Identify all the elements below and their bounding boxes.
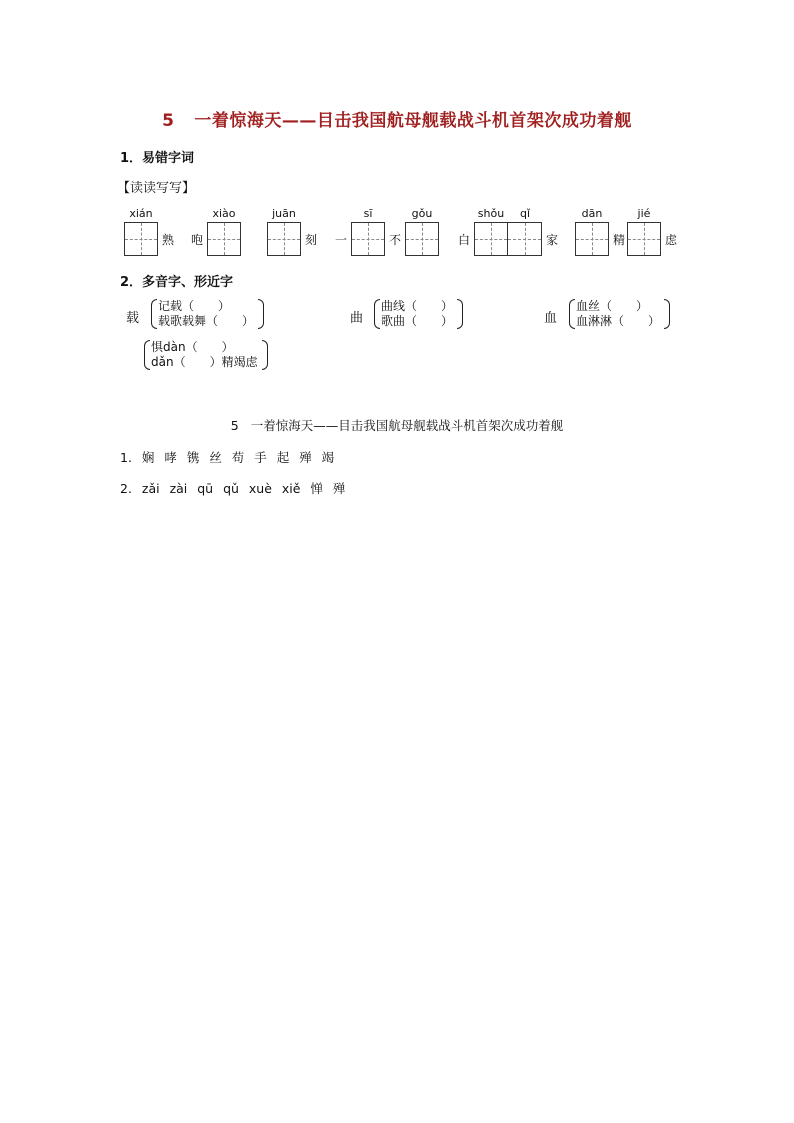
- right-brace: [262, 340, 268, 370]
- answer-line-2: 2. zǎi zài qū qǔ xuè xiě 惮 殚: [120, 481, 346, 496]
- poly-qu-line1: 曲线（ ）: [381, 299, 454, 313]
- write-box-gou[interactable]: [405, 222, 439, 256]
- write-box-xiao[interactable]: [207, 222, 241, 256]
- pinyin-gou: gǒu: [411, 207, 433, 220]
- poly-head-zai: 载: [126, 311, 140, 326]
- poly-xue-line2: 血淋淋（ ）: [576, 314, 661, 328]
- char-pao: 咆: [191, 233, 204, 247]
- section2-label: 2．多音字、形近字: [120, 275, 234, 290]
- char-jia: 家: [546, 233, 559, 247]
- char-lv: 虑: [665, 233, 678, 247]
- title-text: 一着惊海天——目击我国航母舰载战斗机首架次成功着舰: [194, 111, 632, 131]
- poly-head-xue: 血: [544, 311, 558, 326]
- left-brace: [569, 299, 575, 329]
- char-bu: 不: [389, 233, 402, 247]
- right-brace: [258, 299, 264, 329]
- poly-xue-line1: 血丝（ ）: [576, 299, 649, 313]
- pinyin-qi: qǐ: [519, 207, 531, 220]
- poly-qu-line2: 歌曲（ ）: [381, 314, 454, 328]
- answer-title-text: 一着惊海天——目击我国航母舰载战斗机首架次成功着舰: [250, 418, 564, 433]
- write-box-jie[interactable]: [627, 222, 661, 256]
- title-number: 5: [162, 111, 175, 131]
- poly-group-dan: [144, 340, 268, 370]
- answer-line-1: 1. 娴 哮 镌 丝 苟 手 起 殚 竭: [120, 450, 335, 465]
- poly-group-zai: [151, 299, 264, 329]
- answer-title: [0, 416, 794, 434]
- char-jing: 精: [613, 233, 626, 247]
- left-brace: [374, 299, 380, 329]
- char-shu: 熟: [162, 233, 175, 247]
- left-brace: [151, 299, 157, 329]
- left-brace: [144, 340, 150, 370]
- poly-group-xue: [569, 299, 670, 329]
- pinyin-juan: juān: [272, 207, 296, 220]
- right-brace: [457, 299, 463, 329]
- section1-label: 1．易错字词: [120, 151, 195, 166]
- pinyin-shou: shǒu: [477, 207, 505, 220]
- section1-subheading: 【读读写写】: [117, 181, 196, 196]
- write-box-shou-qi[interactable]: [474, 222, 542, 256]
- char-bai: 白: [458, 233, 471, 247]
- write-box-juan[interactable]: [267, 222, 301, 256]
- page-title: [0, 106, 794, 131]
- char-ke: 刻: [305, 233, 318, 247]
- write-box-dan[interactable]: [575, 222, 609, 256]
- pinyin-si: sī: [363, 207, 373, 220]
- pinyin-jie: jié: [637, 207, 651, 220]
- poly-group-qu: [374, 299, 463, 329]
- answer-title-number: 5: [230, 418, 239, 433]
- right-brace: [664, 299, 670, 329]
- pinyin-xian: xián: [129, 207, 153, 220]
- poly-head-qu: 曲: [350, 311, 364, 326]
- char-yi: 一: [335, 233, 348, 247]
- pinyin-dan: dān: [581, 207, 603, 220]
- poly-dan-line1: 惧dàn（ ）: [151, 340, 234, 354]
- write-box-xian[interactable]: [124, 222, 158, 256]
- poly-zai-line2: 载歌载舞（ ）: [158, 314, 255, 328]
- poly-zai-line1: 记载（ ）: [158, 299, 231, 313]
- poly-dan-line2: dǎn（ ）精竭虑: [151, 355, 258, 369]
- write-box-si[interactable]: [351, 222, 385, 256]
- pinyin-xiao: xiào: [212, 207, 236, 220]
